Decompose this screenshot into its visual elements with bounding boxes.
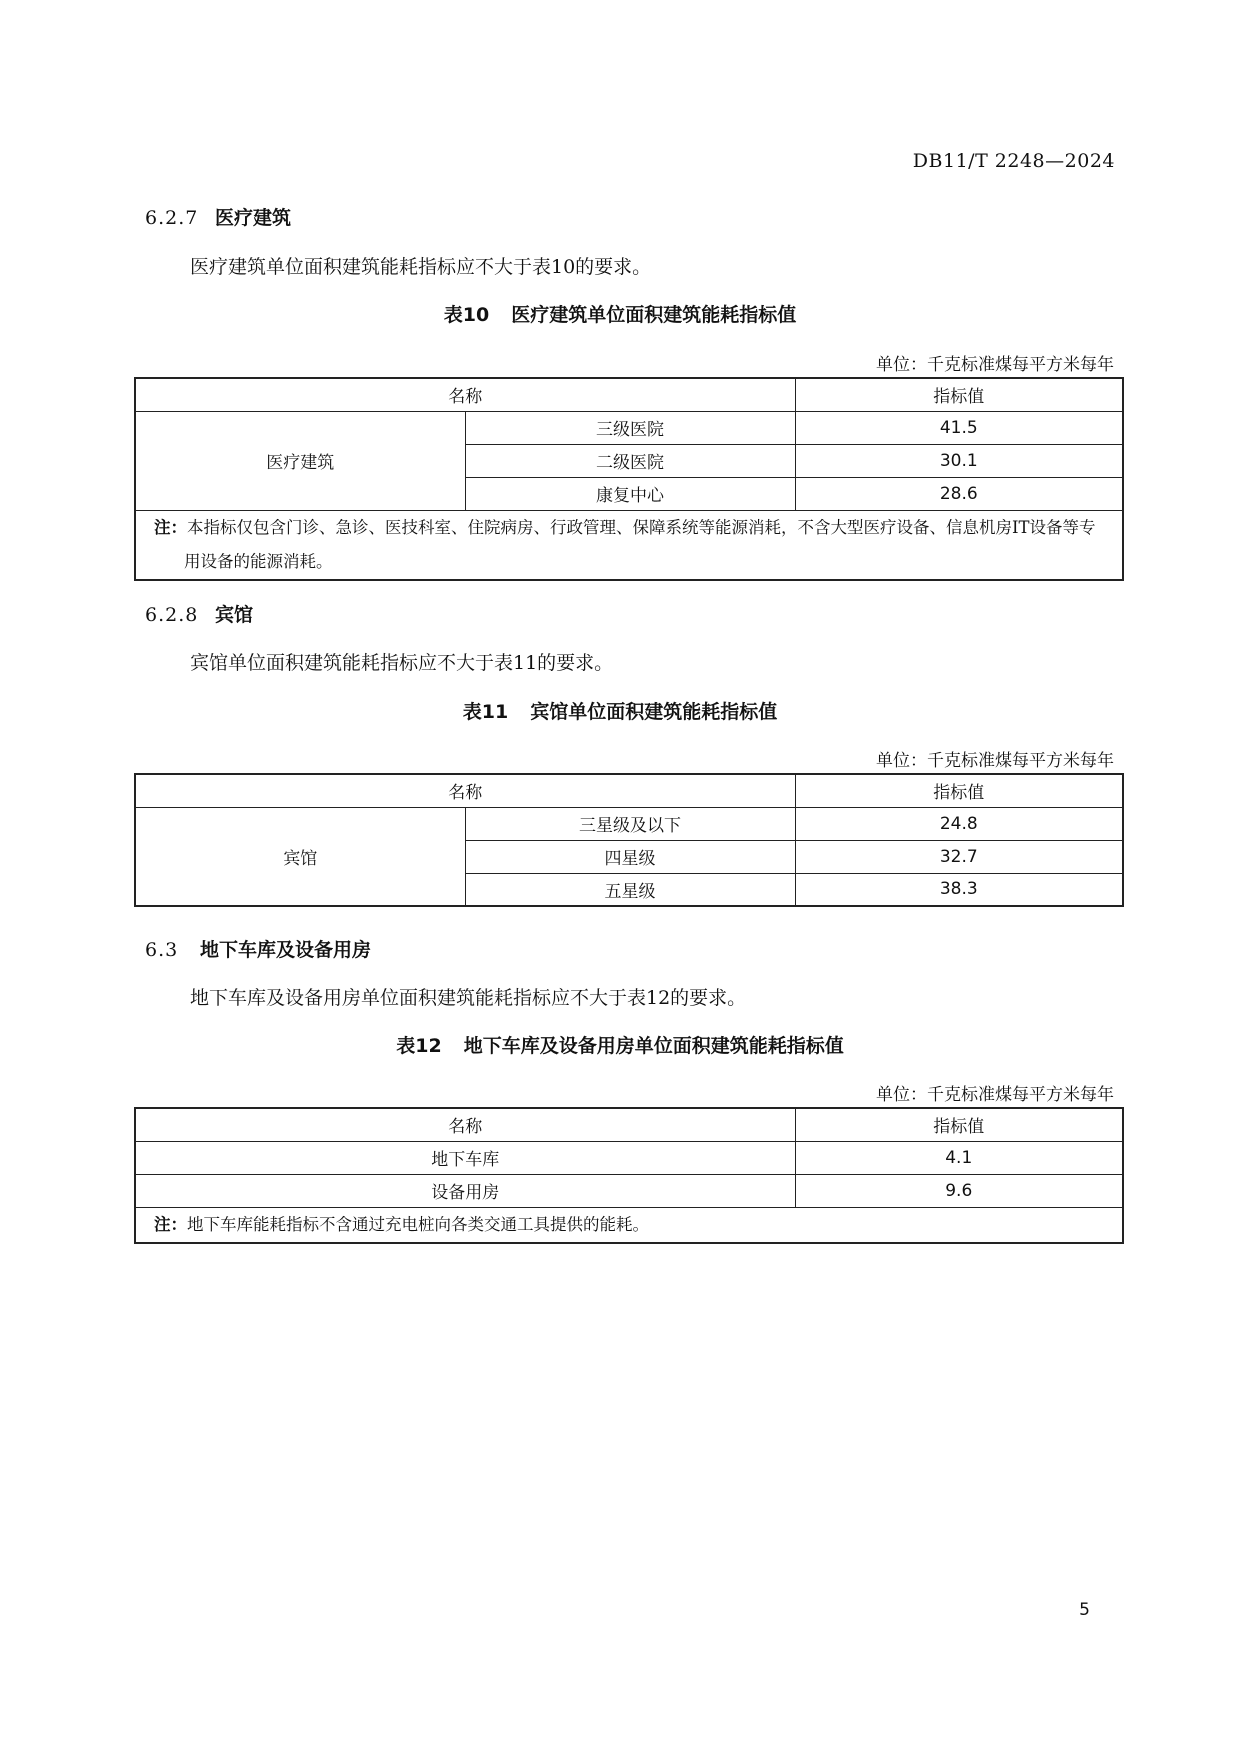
value-cell: 30.1 <box>795 444 1123 477</box>
table-caption: 医疗建筑单位面积建筑能耗指标值 <box>511 304 797 326</box>
table-11 <box>134 773 1124 907</box>
section-number: 6.3 <box>145 939 179 961</box>
section-title: 地下车库及设备用房 <box>200 939 372 961</box>
table-row <box>135 411 1123 444</box>
group-cell: 医疗建筑 <box>135 411 465 510</box>
group-cell: 宾馆 <box>135 807 465 906</box>
table-note-row <box>135 510 1123 580</box>
table-note <box>135 1207 1123 1243</box>
value-cell: 32.7 <box>795 840 1123 873</box>
table-header-row <box>135 1108 1123 1141</box>
name-cell: 三星级及以下 <box>465 807 795 840</box>
col-header-name: 名称 <box>135 378 795 411</box>
note-text: 本指标仅包含门诊、急诊、医技科室、住院病房、行政管理、保障系统等能源消耗，不含大型医疗设备、信息机房IT设备等专用设备的能源消耗。 <box>184 517 1096 571</box>
table-note <box>135 510 1123 580</box>
table-unit: 单位：千克标准煤每平方米每年 <box>876 355 1114 375</box>
table-unit: 单位：千克标准煤每平方米每年 <box>876 1085 1114 1105</box>
note-label: 注： <box>154 1214 187 1234</box>
table-number: 表10 <box>443 304 490 326</box>
name-cell: 地下车库 <box>135 1141 795 1174</box>
table-row <box>135 807 1123 840</box>
document-code: DB11/T 2248—2024 <box>912 150 1115 172</box>
note-label: 注： <box>154 517 187 537</box>
col-header-value: 指标值 <box>795 1108 1123 1141</box>
section-heading-6-3 <box>145 935 371 962</box>
name-cell: 设备用房 <box>135 1174 795 1207</box>
table-caption: 地下车库及设备用房单位面积建筑能耗指标值 <box>463 1035 844 1057</box>
section-paragraph: 宾馆单位面积建筑能耗指标应不大于表11的要求。 <box>190 652 614 674</box>
section-number: 6.2.7 <box>145 207 199 229</box>
table-row <box>135 1141 1123 1174</box>
section-paragraph: 地下车库及设备用房单位面积建筑能耗指标应不大于表12的要求。 <box>190 987 747 1009</box>
section-heading-6-2-8 <box>145 600 253 627</box>
value-cell: 24.8 <box>795 807 1123 840</box>
name-cell: 四星级 <box>465 840 795 873</box>
table-number: 表11 <box>462 701 509 723</box>
section-heading-6-2-7 <box>145 203 291 230</box>
value-cell: 28.6 <box>795 477 1123 510</box>
name-cell: 三级医院 <box>465 411 795 444</box>
value-cell: 38.3 <box>795 873 1123 906</box>
table-caption: 宾馆单位面积建筑能耗指标值 <box>530 701 778 723</box>
table-title-11 <box>0 697 1240 724</box>
section-paragraph: 医疗建筑单位面积建筑能耗指标应不大于表10的要求。 <box>190 256 652 278</box>
table-header-row <box>135 774 1123 807</box>
col-header-name: 名称 <box>135 774 795 807</box>
name-cell: 二级医院 <box>465 444 795 477</box>
table-row <box>135 1174 1123 1207</box>
value-cell: 41.5 <box>795 411 1123 444</box>
table-header-row <box>135 378 1123 411</box>
table-12 <box>134 1107 1124 1244</box>
col-header-value: 指标值 <box>795 774 1123 807</box>
name-cell: 康复中心 <box>465 477 795 510</box>
col-header-name: 名称 <box>135 1108 795 1141</box>
col-header-value: 指标值 <box>795 378 1123 411</box>
section-title: 医疗建筑 <box>215 207 292 229</box>
note-text: 地下车库能耗指标不含通过充电桩向各类交通工具提供的能耗。 <box>187 1214 649 1234</box>
table-number: 表12 <box>396 1035 442 1057</box>
section-title: 宾馆 <box>215 604 254 626</box>
value-cell: 4.1 <box>795 1141 1123 1174</box>
section-number: 6.2.8 <box>145 604 199 626</box>
name-cell: 五星级 <box>465 873 795 906</box>
table-10 <box>134 377 1124 581</box>
table-title-12 <box>0 1031 1240 1058</box>
page-number: 5 <box>1079 1600 1090 1620</box>
table-title-10 <box>0 300 1240 327</box>
value-cell: 9.6 <box>795 1174 1123 1207</box>
table-note-row <box>135 1207 1123 1243</box>
table-unit: 单位：千克标准煤每平方米每年 <box>876 751 1114 771</box>
